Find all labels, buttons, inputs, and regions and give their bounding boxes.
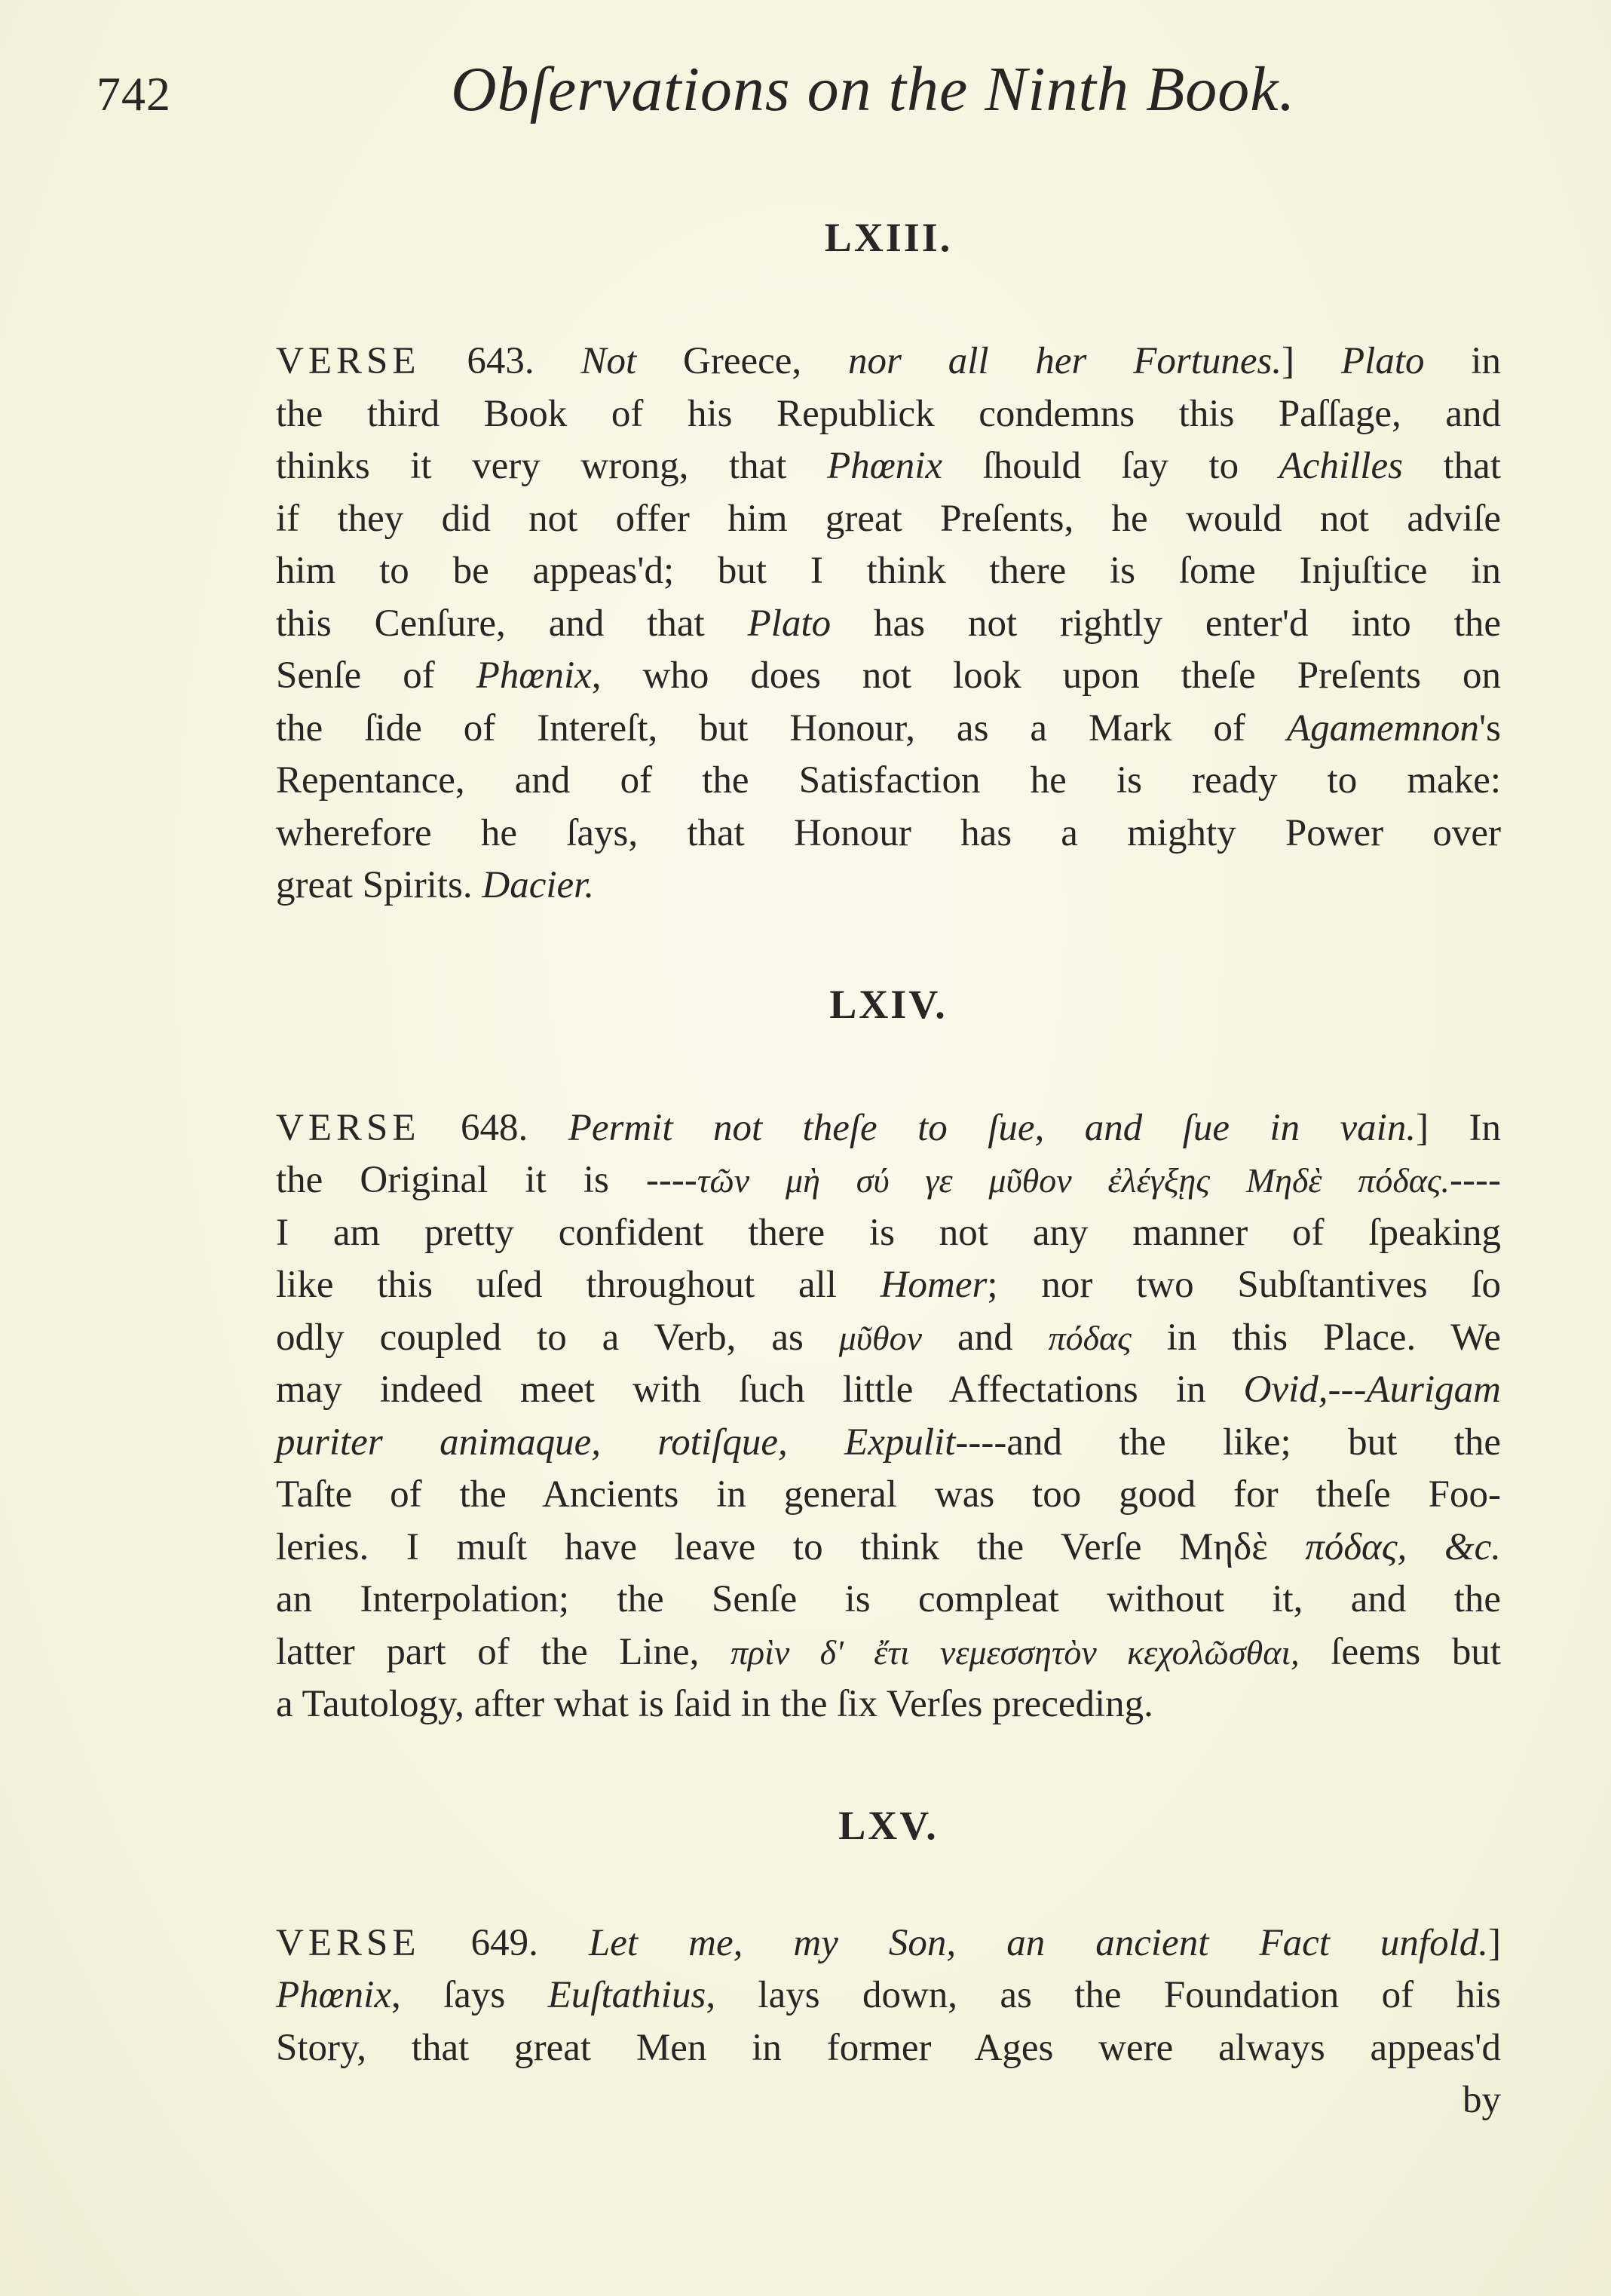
- page-number: 742: [96, 67, 171, 121]
- note-line: may indeed meet with ſuch little Affectations in Ovid,---Aurigam: [276, 1369, 1501, 1411]
- note-line: I am pretty confident there is not any manner of ſpeaking: [276, 1211, 1501, 1254]
- note-line: puriter animaque, rotiſque, Expulit----and the like; but the: [276, 1421, 1501, 1464]
- note-line: latter part of the Line, πρὶν δ' ἔτι νεμεσσητὸν κεχολῶσθαι, ſeems but: [276, 1630, 1501, 1673]
- note-line: VERSE 649. Let me, my Son, an ancient Fact unfold.]: [276, 1921, 1502, 1964]
- note-line: the ſide of Intereſt, but Honour, as a Mark of Agamemnon's: [276, 707, 1501, 749]
- note-lxv: [276, 1917, 1501, 2127]
- note-line: VERSE 643. Not Greece, nor all her Fortunes.] Plato in: [276, 340, 1502, 382]
- note-line: thinks it very wrong, that Phœnix ſhould ſay to Achilles that: [276, 445, 1501, 487]
- note-line: an Interpolation; the Senſe is compleat without it, and the: [276, 1578, 1501, 1620]
- note-line: the third Book of his Republick condemns this Paſſage, and: [276, 392, 1501, 435]
- note-lxiii: [276, 336, 1501, 912]
- catchword: by: [1462, 2079, 1501, 2121]
- note-lxiv: [276, 1102, 1501, 1731]
- note-line: leries. I muſt have leave to think the Verſe Μηδὲ πόδας, &c.: [276, 1525, 1502, 1568]
- page-header: [0, 53, 1611, 136]
- note-line: Senſe of Phœnix, who does not look upon theſe Preſents on: [276, 654, 1501, 697]
- running-title: Obſervations on the Ninth Book.: [451, 54, 1296, 124]
- note-line: him to be appeas'd; but I think there is ſome Injuſtice in: [276, 550, 1501, 592]
- note-line: Story, that great Men in former Ages were always appeas'd: [276, 2026, 1501, 2069]
- note-line: odly coupled to a Verb, as μῦθον and πόδας in this Place. We: [276, 1316, 1501, 1359]
- note-line: wherefore he ſays, that Honour has a mighty Power over: [276, 811, 1501, 854]
- note-line: Repentance, and of the Satisfaction he is ready to make:: [276, 759, 1501, 802]
- text-body: [276, 200, 1501, 2127]
- note-line: the Original it is ----τῶν μὴ σύ γε μῦθον ἐλέγξῃς Μηδὲ πόδας.----: [276, 1159, 1501, 1201]
- section-heading-lxv: LXV.: [838, 1802, 939, 1848]
- note-line: Phœnix, ſays Euſtathius, lays down, as the Foundation of his: [276, 1974, 1501, 2016]
- note-line: if they did not offer him great Preſents, he would not adviſe: [276, 497, 1501, 540]
- section-heading-lxiii: LXIII.: [824, 215, 953, 260]
- section-heading-lxiv: LXIV.: [829, 981, 948, 1027]
- note-line: great Spirits. Dacier.: [276, 864, 595, 906]
- note-line: this Cenſure, and that Plato has not rightly enter'd into the: [276, 602, 1502, 645]
- note-line: VERSE 648. Permit not theſe to ſue, and ſue in vain.] In: [276, 1106, 1502, 1149]
- note-line: a Tautology, after what is ſaid in the ſix Verſes preceding.: [276, 1683, 1153, 1725]
- note-line: Taſte of the Ancients in general was too good for theſe Foo-: [276, 1473, 1501, 1516]
- note-line: like this uſed throughout all Homer; nor two Subſtantives ſo: [276, 1264, 1502, 1306]
